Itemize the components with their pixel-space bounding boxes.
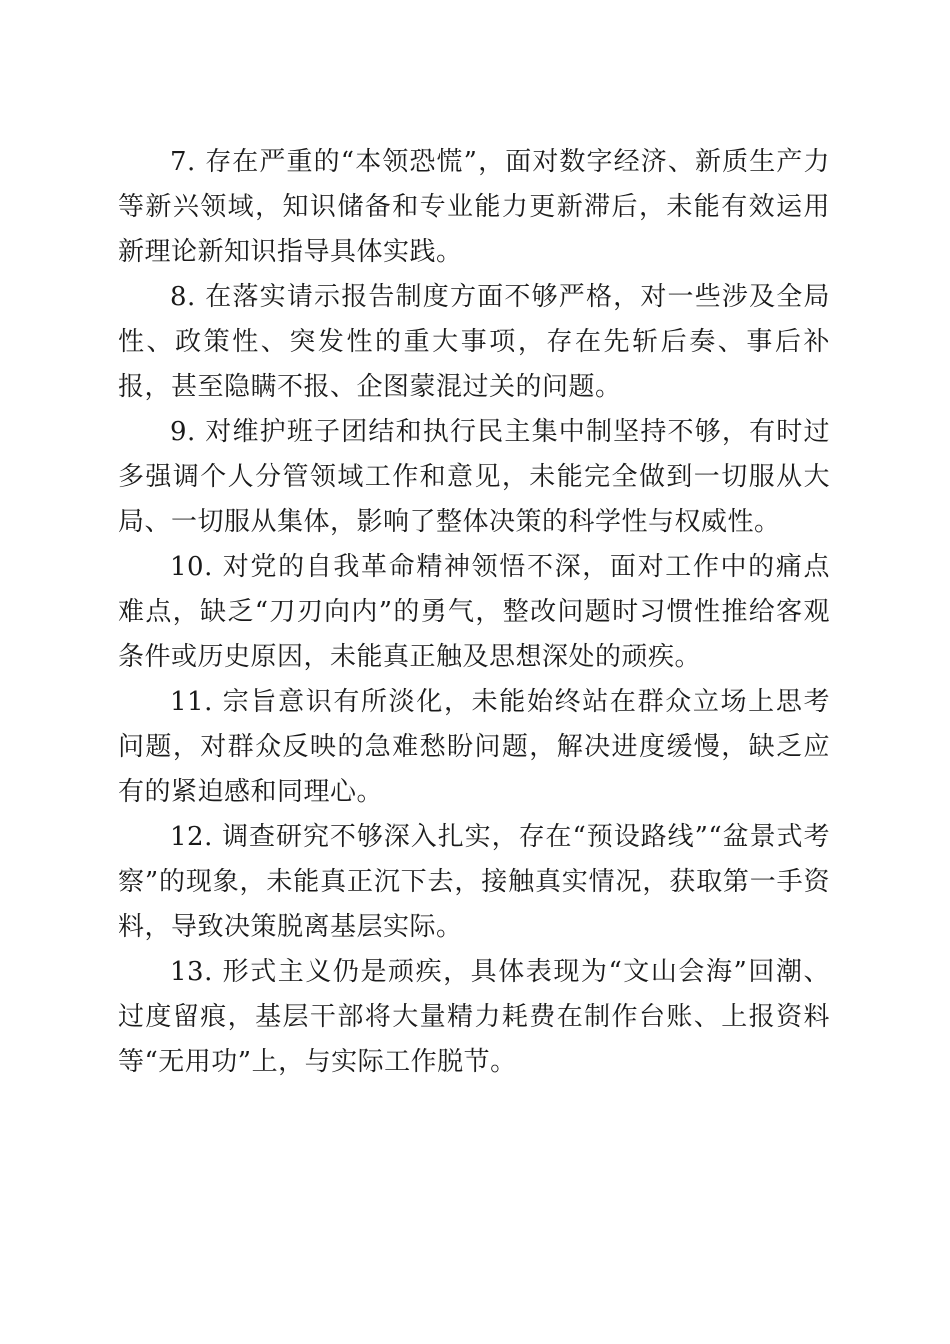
paragraph-13: 13. 形式主义仍是顽疾，具体表现为“文山会海”回潮、过度留痕，基层干部将大量精力耗费在制作台账、上报资料等“无用功”上，与实际工作脱节。 — [118, 957, 830, 1077]
paragraph-9: 9. 对维护班子团结和执行民主集中制坚持不够，有时过多强调个人分管领域工作和意见，未能完全做到一切服从大局、一切服从集体，影响了整体决策的科学性与权威性。 — [118, 417, 830, 537]
paragraph-8: 8. 在落实请示报告制度方面不够严格，对一些涉及全局性、政策性、突发性的重大事项，存在先斩后奏、事后补报，甚至隐瞒不报、企图蒙混过关的问题。 — [118, 282, 830, 402]
paragraph-11: 11. 宗旨意识有所淡化，未能始终站在群众立场上思考问题，对群众反映的急难愁盼问题，解决进度缓慢，缺乏应有的紧迫感和同理心。 — [118, 687, 830, 807]
paragraph-10: 10. 对党的自我革命精神领悟不深，面对工作中的痛点难点，缺乏“刀刃向内”的勇气，整改问题时习惯性推给客观条件或历史原因，未能真正触及思想深处的顽疾。 — [118, 552, 830, 672]
paragraph-12: 12. 调查研究不够深入扎实，存在“预设路线”“盆景式考察”的现象，未能真正沉下去，接触真实情况，获取第一手资料，导致决策脱离基层实际。 — [118, 822, 830, 942]
paragraph-7: 7. 存在严重的“本领恐慌”，面对数字经济、新质生产力等新兴领域，知识储备和专业能力更新滞后，未能有效运用新理论新知识指导具体实践。 — [118, 147, 830, 267]
document-body — [118, 140, 830, 1085]
